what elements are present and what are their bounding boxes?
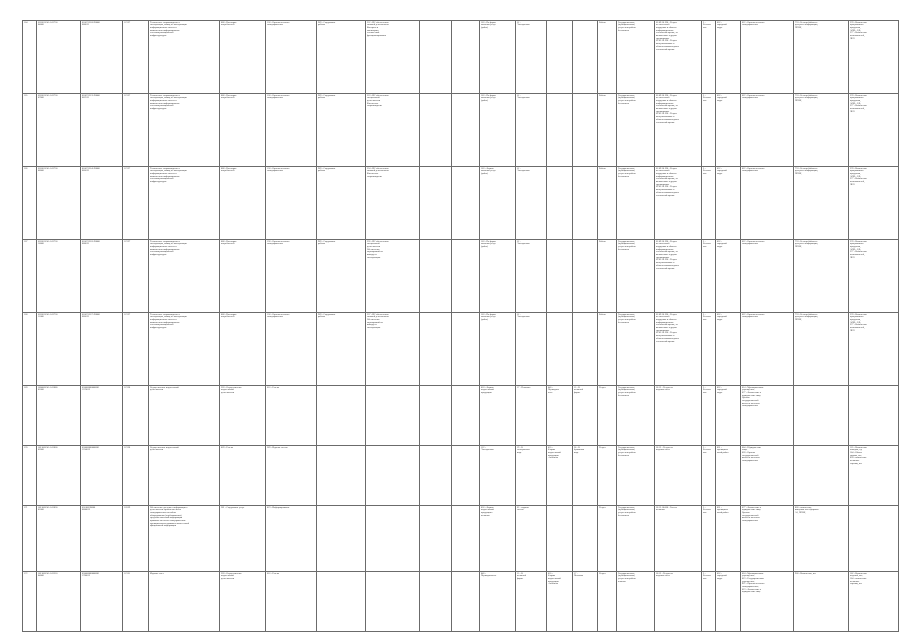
- cell-indicator-quality: [794, 446, 849, 506]
- cell-work-name: Осуществление издательской деятельности: [149, 446, 220, 506]
- cell-unit-b: 032 - городской округ: [716, 21, 741, 94]
- cell-blank2: [452, 313, 480, 386]
- cell-kind: Работа: [598, 313, 617, 386]
- cell-service: 58.13 - Услуги по изданию газет: [655, 572, 702, 632]
- cell-content: 989 - Содержание работы: [317, 167, 366, 240]
- cell-indicator-volume: [849, 506, 899, 572]
- cell-form: 103 - По форме оказания услуг (работ): [480, 313, 516, 386]
- cell-form-b: [573, 167, 598, 240]
- cell-kind: Услуга: [598, 446, 617, 506]
- cell-reg-code: 581300.Р.45.1.02830 01000: [37, 506, 81, 572]
- cell-work-name: Техническое сопровождение и эксплуатация, вывод из эксплуатации информационных систем и компонентов информационно- телекоммуникационной инфраструктуры: [149, 313, 220, 386]
- cell-cat-code: 0100713531.98000 007013: [81, 94, 123, 167]
- cell-unit: 2 - Бесплат ная: [702, 446, 716, 506]
- cell-unit-b: 031 - муниципал ьный район: [716, 506, 741, 572]
- cell-blank: [420, 446, 452, 506]
- cell-reg-code: 620201.Р.45.1.02750 11000: [37, 313, 81, 386]
- cell-category: 022 - Органы местного самоуправления: [741, 313, 794, 386]
- cell-content: 989 - Содержание работы: [317, 94, 366, 167]
- cell-cat-consumer: 328 - Осуществление издательской деятельности: [220, 572, 266, 632]
- cell-indicator-work: 232 - ИС обеспечения типовой деятельности Контроль и мониторинг технической функционирования: [366, 21, 420, 94]
- cell-cat-code: 050000000000001 1780013: [81, 572, 123, 632]
- cell-unit-b: 032 - городской округ: [716, 572, 741, 632]
- cell-blank: [420, 386, 452, 446]
- cell-blank: [420, 313, 452, 386]
- cell-lic: 1С039: [123, 506, 149, 572]
- cell-indicator-quality: 968 - Количество, шт: [794, 572, 849, 632]
- cell-blank2: [452, 446, 480, 506]
- cell-indicator-work: [366, 572, 420, 632]
- cell-org-type: 616 - Газеты: [266, 386, 317, 446]
- cell-blank2: [452, 21, 480, 94]
- cell-cat-code: 050100.98000 0000013: [81, 506, 123, 572]
- cell-kind: Работа: [598, 94, 617, 167]
- cell-kind: Работа: [598, 167, 617, 240]
- cell-blank2: [452, 506, 480, 572]
- cell-num: 169: [23, 386, 37, 446]
- cell-indicator-work: 236 - ИС обеспечения специальной деятельности Обеспечение мероприятий по выводу из эксплуатации: [366, 240, 420, 313]
- cell-form-a: 055 - Формы издательской продукции - печатная: [547, 572, 573, 632]
- cell-form-a: [547, 313, 573, 386]
- cell-kind: Услуга: [598, 386, 617, 446]
- registry-table: [22, 20, 899, 632]
- cell-form-a: 046 - Периодичн ость: [547, 386, 573, 446]
- cell-unit: 2 - Бесплат ная: [702, 94, 716, 167]
- cell-reg-code: 620201.Р.45.1.02750 07000: [37, 94, 81, 167]
- cell-unit: 2 - Бесплат ная: [702, 240, 716, 313]
- cell-form-b: [573, 506, 598, 572]
- cell-basis: Государственная (муниципальная) услуга или работа бесплатная: [617, 506, 655, 572]
- cell-lic: 1С227: [123, 240, 149, 313]
- cell-blank: [420, 94, 452, 167]
- cell-form-type: 17 - Печатная: [516, 386, 547, 446]
- cell-work-name: Техническое сопровождение и эксплуатация, вывод из эксплуатации информационных систем и компонентов информационно- телекоммуникационной инфраструктуры: [149, 94, 220, 167]
- table-row: [23, 386, 899, 446]
- cell-unit: 2 - Бесплат ная: [702, 313, 716, 386]
- cell-lic: 1С227: [123, 313, 149, 386]
- cell-indicator-quality: 774 - Бесперебойность доступа к информации, ПРОЦ: [794, 240, 849, 313]
- cell-blank2: [452, 386, 480, 446]
- cell-org-type: 158 - Органы местного самоуправления: [266, 94, 317, 167]
- cell-cat-code: 050000000000001 1370013: [81, 386, 123, 446]
- cell-blank: [420, 572, 452, 632]
- cell-cat-consumer: 008 - Категория потребителей: [220, 240, 266, 313]
- cell-form: 103 - По форме оказания услуг (работ): [480, 21, 516, 94]
- cell-basis: Государственная (муниципальная) услуга или работа бесплатная: [617, 94, 655, 167]
- cell-form-type: 52 - Электронная: [516, 313, 547, 386]
- cell-org-type: 158 - Органы местного самоуправления: [266, 167, 317, 240]
- cell-unit: 2 - Бесплат ная: [702, 386, 716, 446]
- cell-cat-consumer: 008 - Категория потребителей: [220, 21, 266, 94]
- cell-form: 103 - По форме оказания услуг (работ): [480, 94, 516, 167]
- cell-cat-consumer: 328 - Осуществление издательской деятельности: [220, 386, 266, 446]
- cell-reg-code: 620201.Р.45.1.02750 10000: [37, 240, 81, 313]
- cell-blank2: [452, 167, 480, 240]
- cell-form-type: 52 - Электронная: [516, 21, 547, 94]
- cell-category: 022 - Органы местного самоуправления: [741, 167, 794, 240]
- cell-content: [317, 506, 366, 572]
- cell-reg-code: 581300.Р.45.1.02310 04000: [37, 572, 81, 632]
- cell-service: 62.09.20.190 - Услуги по системной поддержке в области информационных технологий прочие, не включенные в другие группировки; 62.02.20.190 - Услуги консультативные в области компьютерных технологий прочие: [655, 167, 702, 240]
- cell-form-type: 52 - Электронная: [516, 240, 547, 313]
- cell-indicator-quality: 774 - Бесперебойность доступа к информации, ПРОЦ: [794, 21, 849, 94]
- cell-unit: 2 - Бесплат ная: [702, 506, 716, 572]
- cell-org-type: 158 - Органы местного самоуправления: [266, 313, 317, 386]
- cell-form-a: [547, 167, 573, 240]
- cell-content: 989 - Содержание работы: [317, 240, 366, 313]
- cell-form-type: 52 - Электронная: [516, 167, 547, 240]
- cell-service: 62.09.20.190 - Услуги по системной поддержке в области информационных технологий прочие, не включенные в другие группировки; 62.02.20.190 - Услуги консультативные в области компьютерных технологий прочие: [655, 21, 702, 94]
- cell-form-b: 15 - В печатной форме: [573, 386, 598, 446]
- cell-num: 168: [23, 313, 37, 386]
- cell-category: 024 - Муниципальные учреждения; 023 - Государственные учреждения; 022 - Органы местного самоуправления; 023 - Физические и юридические лица: [741, 572, 794, 632]
- cell-indicator-work: [366, 446, 420, 506]
- cell-blank2: [452, 572, 480, 632]
- cell-form-b: [573, 21, 598, 94]
- cell-service: 58.13 - Услуги по изданию газет: [655, 386, 702, 446]
- cell-kind: Услуга: [598, 506, 617, 572]
- cell-blank: [420, 240, 452, 313]
- cell-form-a: [547, 21, 573, 94]
- cell-reg-code: 620201.Р.45.1.02750 04000: [37, 21, 81, 94]
- cell-form-type: 63 - издание газеты: [516, 506, 547, 572]
- cell-lic: 1С227: [123, 21, 149, 94]
- cell-content: 989 - Содержание работы: [317, 21, 366, 94]
- cell-unit-b: 031 - муниципал ьный район: [716, 446, 741, 506]
- cell-blank2: [452, 240, 480, 313]
- cell-cat-consumer: 008 - Категория потребителей: [220, 94, 266, 167]
- cell-blank: [420, 21, 452, 94]
- cell-num: 172: [23, 572, 37, 632]
- cell-form-a: [547, 506, 573, 572]
- cell-lic: 1С231: [123, 572, 149, 632]
- cell-blank2: [452, 94, 480, 167]
- cell-cat-consumer: 008 - Категория потребителей: [220, 167, 266, 240]
- cell-indicator-volume: 102 - Количество изданий, шт; 104 - количество печатных страниц, шт: [849, 572, 899, 632]
- cell-num: 170: [23, 446, 37, 506]
- cell-org-type: 616 - Газеты: [266, 572, 317, 632]
- cell-indicator-work: [366, 506, 420, 572]
- cell-org-type: 158 - Органы местного самоуправления: [266, 21, 317, 94]
- table-row: [23, 240, 899, 313]
- cell-category: 014 - Муниципальные учреждения; 077 - Физические и юридические лица; Органы государственной власти и местного самоуправления: [741, 386, 794, 446]
- cell-service: 62.09.20.190 - Услуги по системной поддержке в области информационных технологий прочие, не включенные в другие группировки; 62.02.20.190 - Услуги консультативные в области компьютерных технологий прочие: [655, 240, 702, 313]
- table-row: [23, 506, 899, 572]
- cell-basis: Государственная (муниципальная) услуга или работа бесплатная: [617, 446, 655, 506]
- cell-form: 103 - По форме оказания услуг (работ): [480, 240, 516, 313]
- cell-work-name: Техническое сопровождение и эксплуатация, вывод из эксплуатации информационных систем и компонентов информационно- телекоммуникационной инфраструктуры: [149, 167, 220, 240]
- cell-indicator-quality: 774 - Бесперебойность доступа к информации, ПРОЦ: [794, 313, 849, 386]
- cell-cat-code: 0100713571.98000 006013: [81, 313, 123, 386]
- cell-indicator-quality: 774 - Бесперебойность доступа к информации, ПРОЦ: [794, 94, 849, 167]
- cell-basis: Государственная (муниципальная) услуга или работа бесплатная: [617, 386, 655, 446]
- cell-content: [317, 386, 366, 446]
- table-row: [23, 167, 899, 240]
- cell-service: 58.13 - Услуги по изданию газет: [655, 446, 702, 506]
- cell-indicator-volume: 378 - Количество программных продуктов, АРМ... ЕД; 377 - Количество пользователей, ЧЕЛ: [849, 21, 899, 94]
- cell-category: 004 - Юридические лица; 028 - Органы государственной власти и местного самоуправления: [741, 446, 794, 506]
- cell-cat-code: 050000000000001 1350013: [81, 446, 123, 506]
- cell-form-b: [573, 94, 598, 167]
- cell-lic: 1С228: [123, 446, 149, 506]
- cell-unit: 2 - Бесплат ная: [702, 21, 716, 94]
- cell-service: 62.09.20.190 - Услуги по системной поддержке в области информационных технологий прочие, не включенные в другие группировки; 62.02.20.190 - Услуги консультативные в области компьютерных технологий прочие: [655, 313, 702, 386]
- table-row: [23, 21, 899, 94]
- cell-cat-code: 0100713541.98000 006013: [81, 167, 123, 240]
- cell-form: 056 - Формы издательской продукции - печатная: [480, 506, 516, 572]
- cell-num: 167: [23, 240, 37, 313]
- cell-form-b: 17 - Печатная: [573, 572, 598, 632]
- cell-form-b: [573, 240, 598, 313]
- cell-form-a: 055 - Формы издательской продукции - печатная: [547, 446, 573, 506]
- cell-basis: Государственная (муниципальная) услуга или работа бесплатная: [617, 240, 655, 313]
- cell-indicator-volume: 378 - Количество программных продуктов, АРМ... ЕД; 377 - Количество пользователей, ЧЕЛ: [849, 313, 899, 386]
- cell-indicator-volume: [849, 386, 899, 446]
- cell-blank: [420, 167, 452, 240]
- cell-service: 62.09.20.190 - Услуги по системной поддержке в области информационных технологий прочие, не включенные в другие группировки; 62.02.20.190 - Услуги консультативные в области компьютерных технологий прочие: [655, 94, 702, 167]
- cell-unit-b: 032 - городской округ: [716, 240, 741, 313]
- cell-work-name: Техническое сопровождение и эксплуатация, вывод из эксплуатации информационных систем и компонентов информационно- телекоммуникационной инфраструктуры: [149, 21, 220, 94]
- table-row: [23, 572, 899, 632]
- cell-reg-code: 620201.Р.45.1.02750 08000: [37, 167, 81, 240]
- cell-kind: Работа: [598, 21, 617, 94]
- cell-unit: 2 - Бесплат ная: [702, 572, 716, 632]
- cell-basis: Государственная (муниципальная) услуга или работа бесплатная: [617, 167, 655, 240]
- cell-indicator-work: 234 - ИС обеспечения типовой деятельности Клиентское сопровождение: [366, 167, 420, 240]
- cell-indicator-volume: 378 - Количество программных продуктов, АРМ... ЕД; 377 - Количество пользователей, ЧЕЛ: [849, 94, 899, 167]
- cell-category: 022 - Органы местного самоуправления: [741, 94, 794, 167]
- cell-indicator-quality: 860 - количество выпусков газет формата А3, ПРОЦ: [794, 506, 849, 572]
- cell-work-name: Издание газет: [149, 572, 220, 632]
- cell-indicator-work: 237 - ИС обеспечения типовой деятельности Обеспечение мероприятий по выводу из эксплуатации: [366, 313, 420, 386]
- cell-cat-consumer: 281 - Содержание услуг: [220, 506, 266, 572]
- cell-unit-b: 032 - городской округ: [716, 94, 741, 167]
- cell-form-type: 15 - В печатной форме: [516, 572, 547, 632]
- cell-category: 022 - Органы местного самоуправления: [741, 21, 794, 94]
- cell-indicator-work: [366, 386, 420, 446]
- table-row: [23, 94, 899, 167]
- cell-form: 122 - Электронная: [480, 446, 516, 506]
- cell-indicator-quality: 774 - Бесперебойность доступа к информации, ПРОЦ: [794, 167, 849, 240]
- cell-num: 171: [23, 506, 37, 572]
- cell-category: 077 - Физические и юридические лица; Органы государственной власти и местного самоуправления: [741, 506, 794, 572]
- cell-num: 165: [23, 94, 37, 167]
- cell-unit-b: 032 - городской округ: [716, 386, 741, 446]
- cell-org-type: 019 - Информирование: [266, 506, 317, 572]
- cell-lic: 1С227: [123, 94, 149, 167]
- cell-unit: 2 - Бесплат ная: [702, 167, 716, 240]
- cell-form: 018 - Формы издательской продукции: [480, 386, 516, 446]
- cell-work-name: Осуществление издательской деятельности: [149, 386, 220, 446]
- cell-blank: [420, 506, 452, 572]
- cell-basis: Государственная (муниципальная) услуга или работа платная: [617, 572, 655, 632]
- cell-org-type: 289 - Издание газеты: [266, 446, 317, 506]
- cell-reg-code: 581300.Р.45.1.02860 02000: [37, 446, 81, 506]
- cell-cat-code: 0100713561.98000 008013: [81, 240, 123, 313]
- cell-indicator-volume: 378 - Количество программных продуктов, АРМ... ЕД; 377 - Количество пользователей, ЧЕЛ: [849, 167, 899, 240]
- cell-form: 103 - Формы оказания услуг (работ): [480, 167, 516, 240]
- cell-cat-consumer: 008 - Категория потребителей: [220, 313, 266, 386]
- cell-unit-b: 032 - городской округ: [716, 167, 741, 240]
- cell-unit-b: 032 - городской округ: [716, 313, 741, 386]
- cell-form-a: [547, 94, 573, 167]
- cell-num: 164: [23, 21, 37, 94]
- cell-num: 166: [23, 167, 37, 240]
- cell-org-type: 158 - Органы местного самоуправления: [266, 240, 317, 313]
- cell-form-type: 19 - В электронном виде: [516, 446, 547, 506]
- cell-indicator-work: 233 - ИС обеспечения специальной деятельности Клиентское сопровождение: [366, 94, 420, 167]
- cell-lic: 1С227: [123, 167, 149, 240]
- cell-work-name: Обеспечение доступа к информации о деятельности органов местного самоуправления способом обнародования (опубликования) средствах массовой информации правовых местного самоуправления муниципальных правовых актов и иной официальной информации: [149, 506, 220, 572]
- cell-basis: Государственная (муниципальная) услуга или работа бесплатная: [617, 21, 655, 94]
- cell-form-b: [573, 313, 598, 386]
- cell-indicator-volume: 378 - Количество программных продуктов, АРМ... ЕД; 377 - Количество пользователей, ЧЕЛ: [849, 240, 899, 313]
- cell-form: 046 - Периодичность: [480, 572, 516, 632]
- table-row: [23, 446, 899, 506]
- cell-kind: Работа: [598, 240, 617, 313]
- cell-cat-consumer: 069 - Газеты: [220, 446, 266, 506]
- table-row: [23, 313, 899, 386]
- cell-kind: Услуга: [598, 572, 617, 632]
- cell-form-a: [547, 240, 573, 313]
- cell-indicator-quality: [794, 386, 849, 446]
- cell-indicator-volume: 165 - Количество номеров, ед; 104 - Объем тиража, экз; 034 - количество печатных страниц, шт: [849, 446, 899, 506]
- cell-form-b: 20 - В бумажном виде: [573, 446, 598, 506]
- cell-lic: 1С228: [123, 386, 149, 446]
- cell-form-type: 52 - Электронная: [516, 94, 547, 167]
- cell-content: [317, 572, 366, 632]
- cell-work-name: Техническое сопровождение и эксплуатация, вывод из эксплуатации информационных систем и компонентов информационно- телекоммуникационной инфраструктуры: [149, 240, 220, 313]
- cell-basis: Государственная (муниципальная) услуга или работа бесплатная: [617, 313, 655, 386]
- cell-service: 58.13.10.000 - Газеты печатные: [655, 506, 702, 572]
- cell-cat-code: 0100713502.98000 008013: [81, 21, 123, 94]
- cell-reg-code: 580000.Р.45.1.02880 01000: [37, 386, 81, 446]
- cell-category: 022 - Органы местного самоуправления: [741, 240, 794, 313]
- cell-content: [317, 446, 366, 506]
- cell-content: 989 - Содержание работы: [317, 313, 366, 386]
